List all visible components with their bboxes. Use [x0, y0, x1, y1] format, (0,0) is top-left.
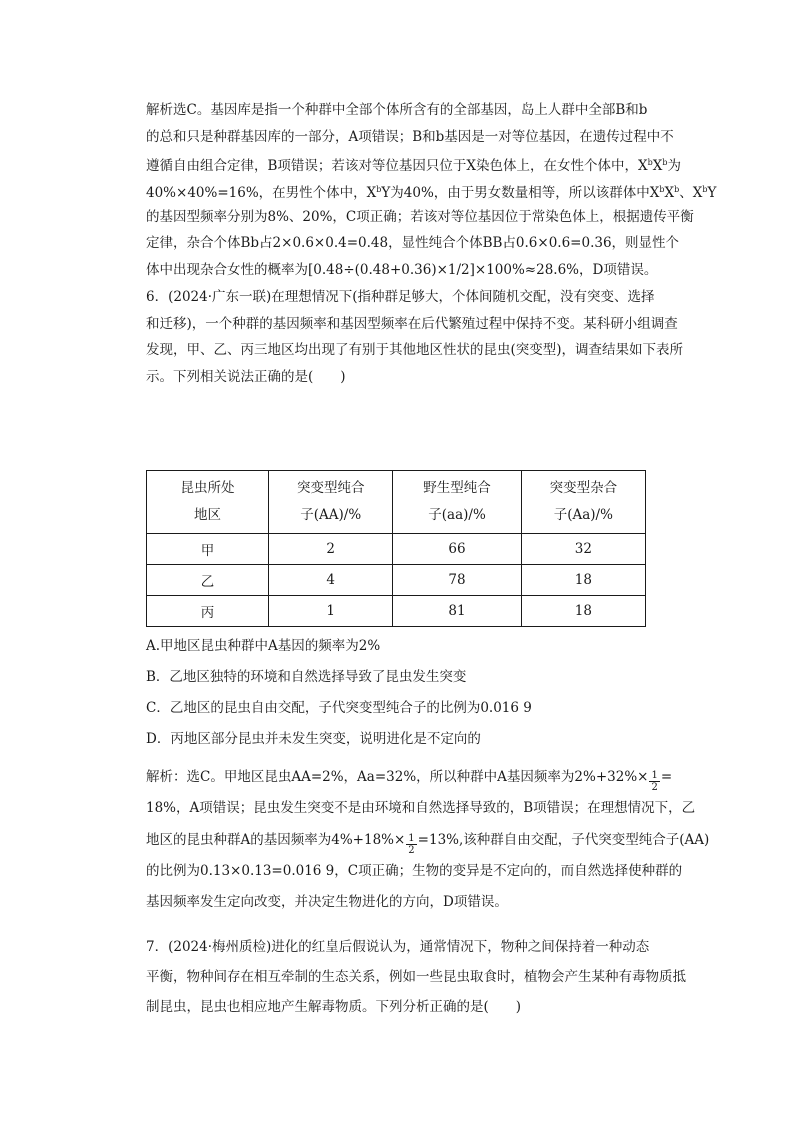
table-header-cell: 野生型纯合 子(aa)/%	[393, 471, 521, 534]
analysis-q5-line-3: 遵循自由组合定律，B项错误；若该对等位基因只位于X染色体上，在女性个体中，$X^bX^b$为	[146, 158, 682, 175]
question-7-line-3: 制昆虫，昆虫也相应地产生解毒物质。下列分析正确的是( )	[146, 999, 522, 1015]
table-row	[147, 596, 646, 627]
option-b: B．乙地区独特的环境和自然选择导致了昆虫发生突变	[146, 669, 467, 685]
table-cell: 甲	[147, 534, 269, 565]
analysis-q5-line-7: 体中出现杂合女性的概率为[0.48÷(0.48+0.36)×1/2]×100%≈28.6%，D项错误。	[146, 262, 658, 279]
table-header-cell: 昆虫所处 地区	[147, 471, 269, 534]
table-header-row	[147, 471, 646, 534]
analysis-q6-line-3: 地区的昆虫种群A的基因频率为4%+18%× $\frac{1}{2}$ =13%,该种群自由交配，子代突变型纯合子(AA)	[146, 832, 710, 856]
question-6-line-3: 发现，甲、乙、丙三地区均出现了有别于其他地区性状的昆虫(突变型)，调查结果如下表所	[146, 342, 684, 359]
option-c: C．乙地区的昆虫自由交配，子代突变型纯合子的比例为0.016 9	[146, 700, 532, 716]
table-cell: 4	[269, 565, 393, 596]
table-cell: 32	[521, 534, 645, 565]
table-cell: 18	[521, 565, 645, 596]
table-cell: 1	[269, 596, 393, 627]
question-6-options	[146, 631, 650, 755]
table-header-cell: 突变型纯合 子(AA)/%	[269, 471, 393, 534]
analysis-q6-line-1: 解析：选C。甲地区昆虫AA=2%，Aa=32%，所以种群中A基因频率为2%+32%× $\frac{1}{2}$ =	[146, 769, 673, 793]
analysis-q5-line-6: 定律，杂合个体Bb占2×0.6×0.4=0.48，显性纯合个体BB占0.6×0.6=0.36，则显性个	[146, 235, 680, 252]
analysis-q5	[146, 97, 717, 284]
question-7-line-1: 7．(2024·梅州质检)进化的红皇后假说认为，通常情况下，物种之间保持着一种动态	[146, 939, 650, 955]
table-cell: 66	[393, 534, 521, 565]
analysis-q6-line-2: 18%，A项错误；昆虫发生突变不是由环境和自然选择导致的，B项错误；在理想情况下，乙	[146, 800, 696, 816]
table-cell: 2	[269, 534, 393, 565]
question-6-line-4: 示。下列相关说法正确的是( )	[146, 369, 346, 386]
analysis-q5-line-5: 的基因型频率分别为8%、20%，C项正确；若该对等位基因位于常染色体上，根据遗传平衡	[146, 208, 694, 225]
analysis-q6-line-5: 基因频率发生定向改变，并决定生物进化的方向，D项错误。	[146, 894, 508, 910]
question-6-line-2: 和迁移)，一个种群的基因频率和基因型频率在后代繁殖过程中保持不变。某科研小组调查	[146, 315, 678, 332]
analysis-q6-line-4: 的比例为0.13×0.13=0.016 9，C项正确；生物的变异是不定向的，而自然选择使种群的	[146, 863, 683, 879]
analysis-q5-line-4: 40%×40%=16%，在男性个体中，$X^bY$为40%，由于男女数量相等，所以该群体中$X^bX^b$、$X^bY$	[146, 185, 717, 202]
question-6-line-1: 6．(2024·广东一联)在理想情况下(指种群足够大，个体间随机交配，没有突变、选择	[146, 289, 655, 305]
table-cell: 78	[393, 565, 521, 596]
table-row	[147, 565, 646, 596]
table-cell: 丙	[147, 596, 269, 627]
question-7-line-2: 平衡，物种间存在相互牵制的生态关系，例如一些昆虫取食时，植物会产生某种有毒物质抵	[146, 969, 686, 985]
fraction-one-half: $\frac{1}{2}$	[651, 770, 658, 793]
table-cell: 81	[393, 596, 521, 627]
option-d: D．丙地区部分昆虫并未发生突变，说明进化是不定向的	[146, 731, 481, 747]
table-cell: 18	[521, 596, 645, 627]
analysis-q5-line-1: 解析选C。基因库是指一个种群中全部个体所含有的全部基因，岛上人群中全部B和b	[146, 102, 648, 118]
analysis-q5-line-2: 的总和只是种群基因库的一部分，A项错误；B和b基因是一对等位基因，在遗传过程中不	[146, 128, 674, 145]
survey-table	[146, 470, 646, 627]
fraction-one-half: $\frac{1}{2}$	[408, 833, 415, 856]
question-7	[146, 932, 686, 1022]
question-6	[146, 284, 684, 391]
table-row	[147, 534, 646, 565]
table-header-cell: 突变型杂合 子(Aa)/%	[521, 471, 645, 534]
table-cell: 乙	[147, 565, 269, 596]
option-a: A.甲地区昆虫种群中A基因的频率为2%	[146, 638, 381, 654]
analysis-q6	[146, 762, 710, 918]
